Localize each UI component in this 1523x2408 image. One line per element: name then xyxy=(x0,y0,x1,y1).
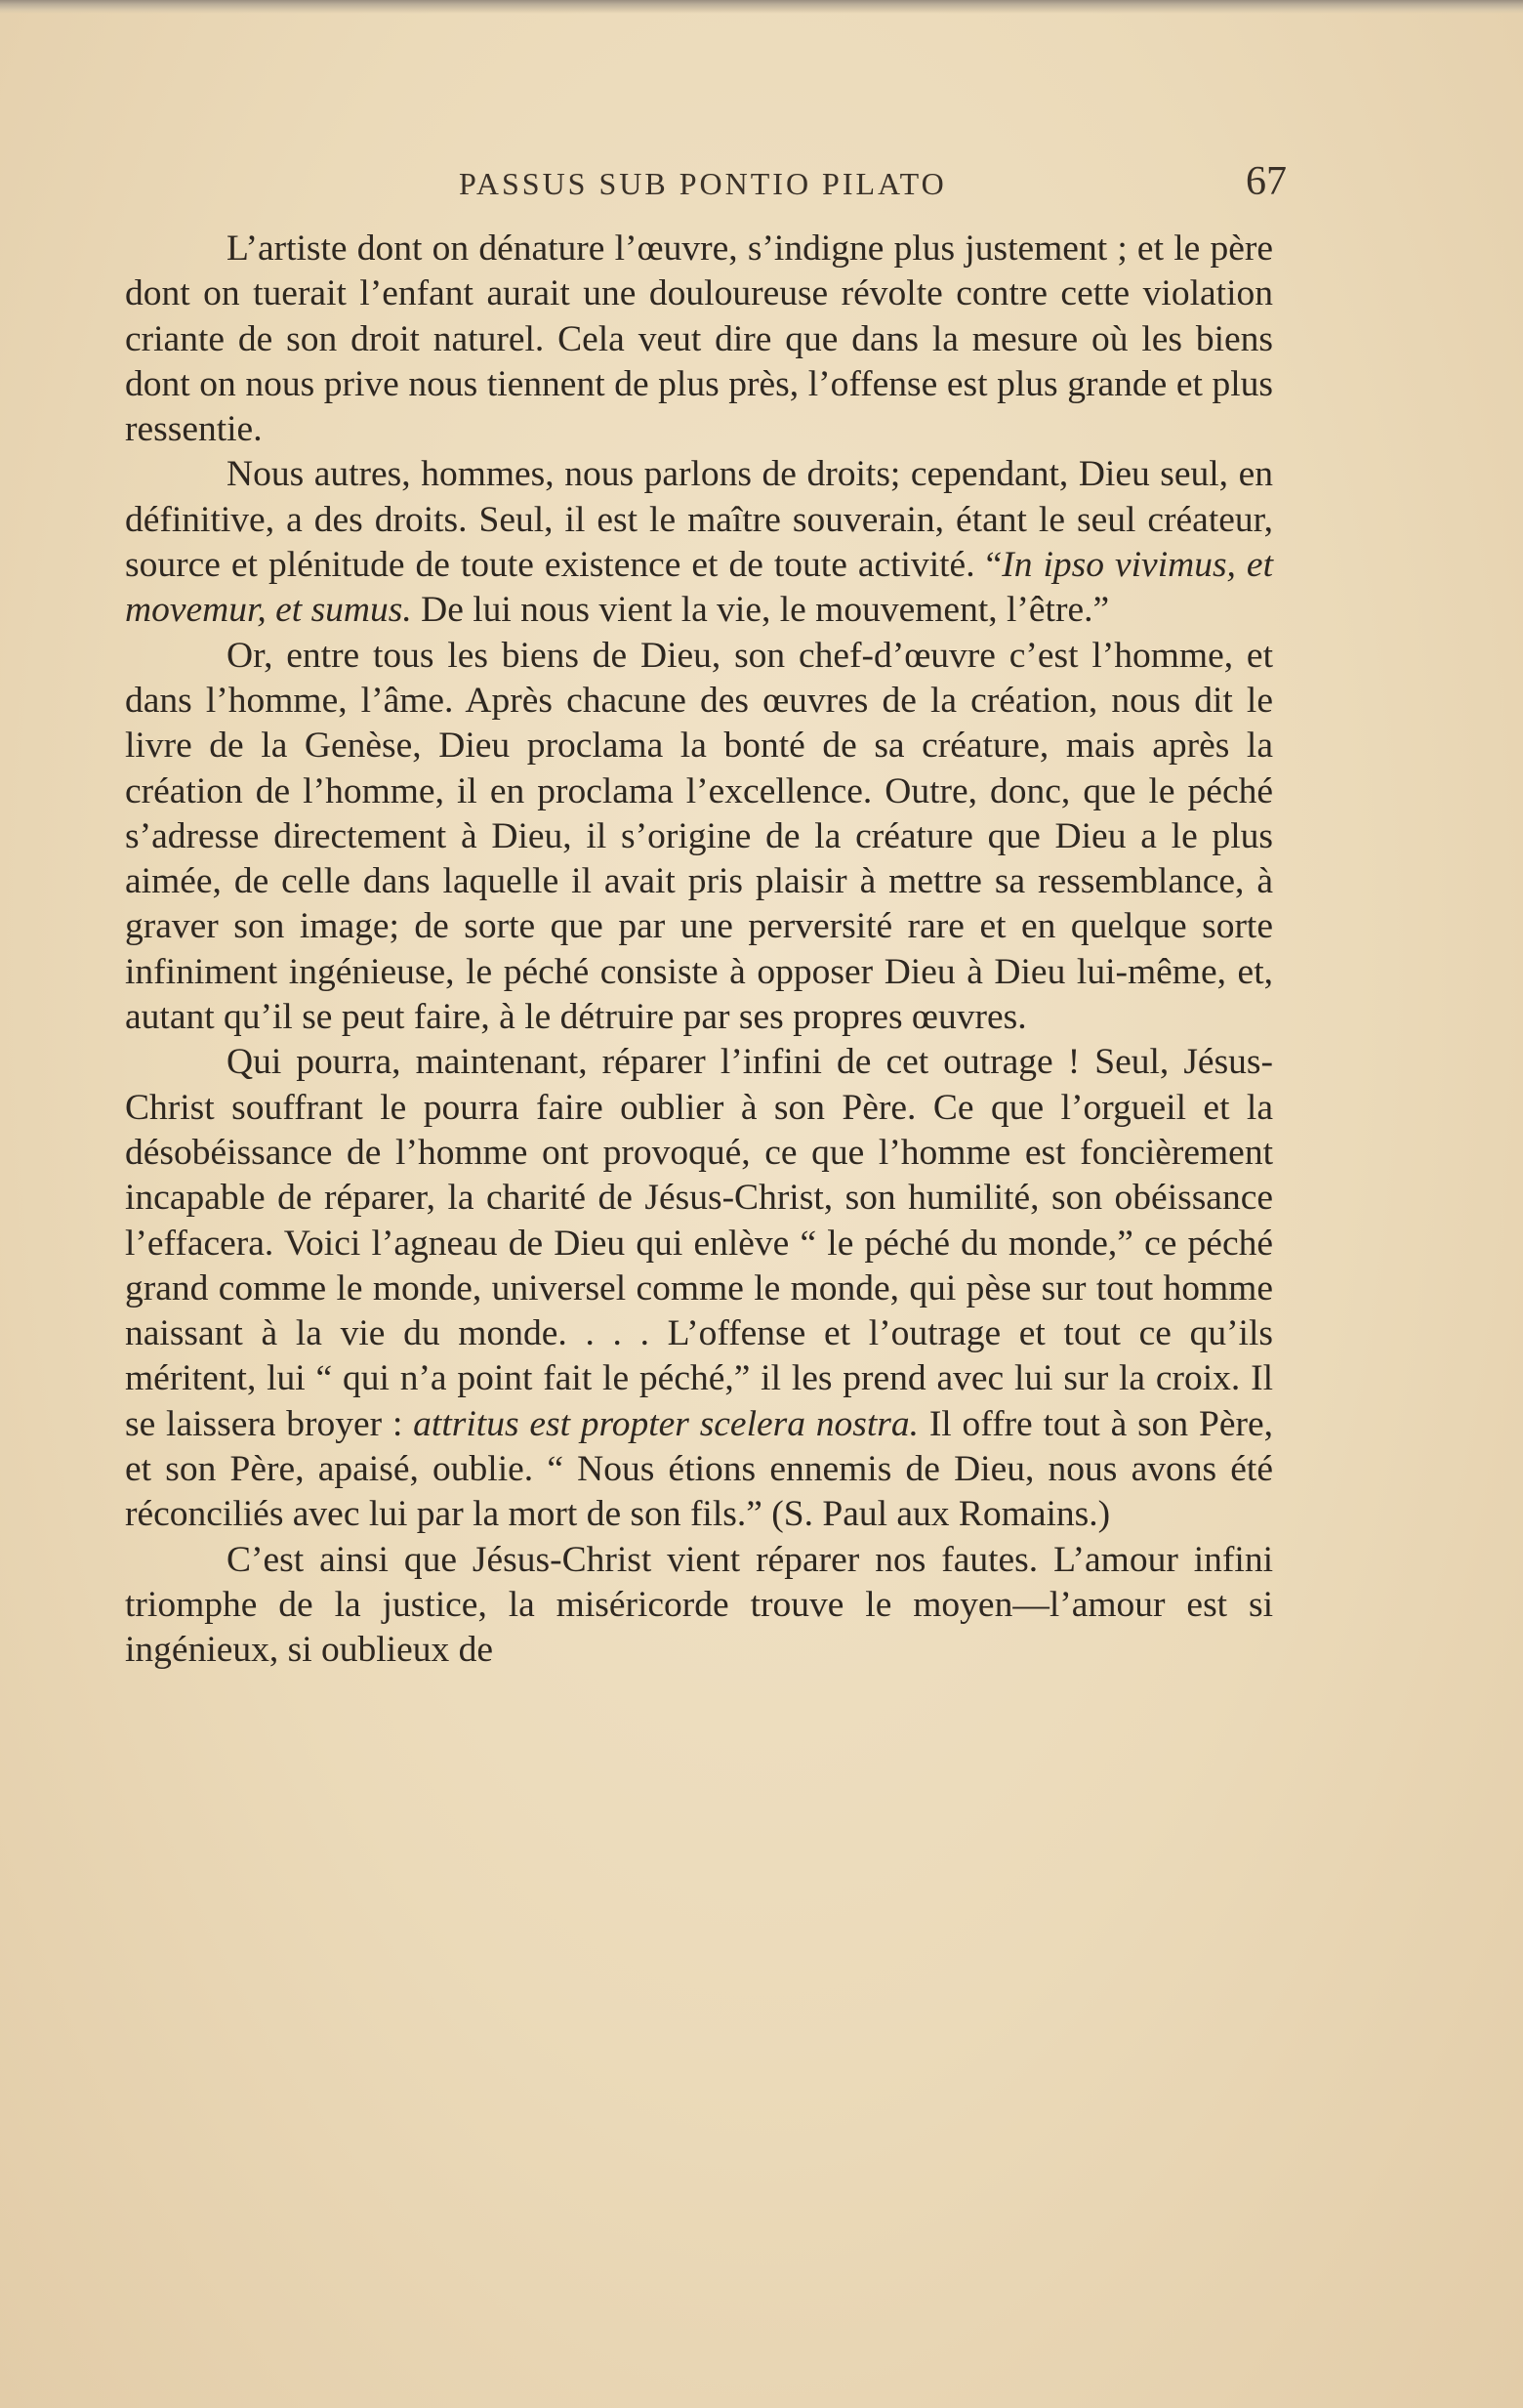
paragraph xyxy=(125,452,1273,633)
paragraph-text: De lui nous vient la vie, le mouvement, l’être.” xyxy=(411,590,1110,631)
paragraph-text: Qui pourra, maintenant, réparer l’infini de cet outrage ! Seul, Jésus-Christ souffrant le pourra faire oublier à son Père. Ce que l’orgueil et la désobéissance de l’homme ont provoqué, ce que l’homme est foncièrement incapable de réparer, la charité de Jésus-Christ, son humilité, son obéissance l’effacera. Voici l’agneau de Dieu qui enlève “ le péché du monde,” ce péché grand comme le monde, universel comme le monde, qui pèse sur tout homme naissant à la vie du monde. . . . L’offense et l’outrage et tout ce qu’ils méritent, lui “ qui n’a point fait le péché,” il les prend avec lui sur la croix. Il se laissera broyer : xyxy=(125,1042,1273,1444)
latin-quotation: In ipso vivimus, et movemur, et sumus. xyxy=(125,545,1273,631)
paragraph-text: C’est ainsi que Jésus-Christ vient réparer nos fautes. L’amour infini triomphe de la justice, la miséricorde trouve le moyen—l’amour est si ingénieux, si oublieux de xyxy=(125,1539,1273,1671)
running-head: PASSUS SUB PONTIO PILATO xyxy=(459,166,947,201)
latin-quotation: attritus est propter scelera nostra. xyxy=(413,1403,920,1444)
paragraph-text: L’artiste dont on dénature l’œuvre, s’indigne plus justement ; et le père dont on tuerait l’enfant aurait une douloureuse révolte contre cette violation criante de son droit naturel. Cela veut dire que dans la mesure où les biens dont on nous prive nous tiennent de plus près, l’offense est plus grande et plus ressentie. xyxy=(125,228,1273,450)
page-number: 67 xyxy=(1246,159,1287,204)
page-top-edge xyxy=(0,0,1523,14)
paragraph-text: Il offre tout à son Père, et son Père, apaisé, oublie. “ Nous étions ennemis de Dieu, nous avons été réconciliés avec lui par la mort de son fils.” (S. Paul aux Romains.) xyxy=(125,1403,1273,1535)
paragraph xyxy=(125,1040,1273,1537)
paragraph xyxy=(125,1538,1273,1674)
paragraph-text: Or, entre tous les biens de Dieu, son chef-d’œuvre c’est l’homme, et dans l’homme, l’âme. Après chacune des œuvres de la création, nous dit le livre de la Genèse, Dieu proclama la bonté de sa créature, mais après la création de l’homme, il en proclama l’excellence. Outre, donc, que le péché s’adresse directement à Dieu, il s’origine de la créature que Dieu a le plus aimée, de celle dans laquelle il avait pris plaisir à mettre sa ressemblance, à graver son image; de sorte que par une perversité rare et en quelque sorte infiniment ingénieuse, le péché consiste à opposer Dieu à Dieu lui-même, et, autant qu’il se peut faire, à le détruire par ses propres œuvres. xyxy=(125,635,1273,1038)
body-text xyxy=(125,227,1273,1674)
paragraph-text: Nous autres, hommes, nous parlons de droits; cependant, Dieu seul, en définitive, a des droits. Seul, il est le maître souverain, étant le seul créateur, source et plénitude de toute existence et de toute activité. “ xyxy=(125,454,1273,586)
paragraph xyxy=(125,227,1273,452)
paragraph xyxy=(125,634,1273,1041)
